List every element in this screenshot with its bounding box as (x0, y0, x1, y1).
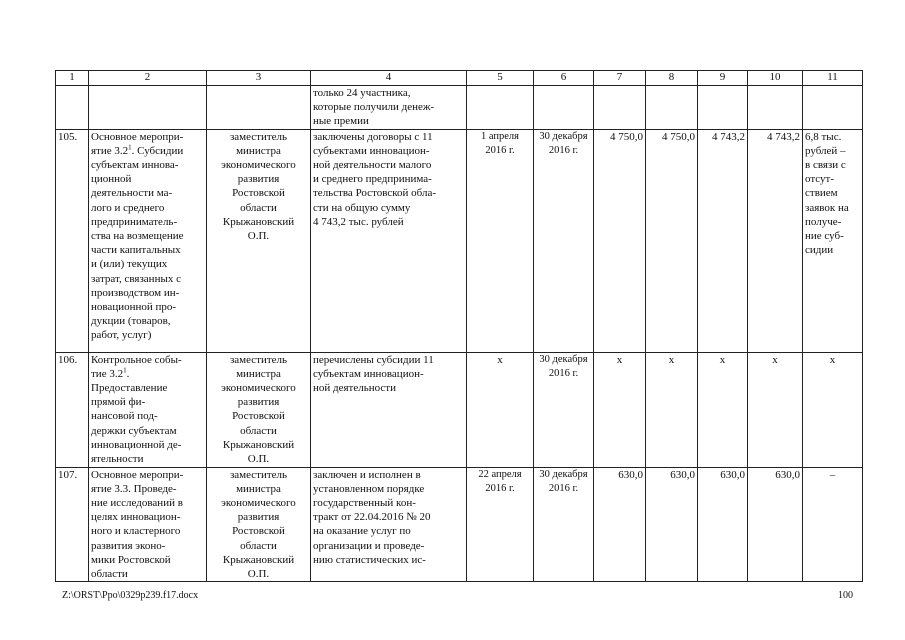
activity-name (89, 352, 207, 467)
end-date: 30 декабря 2016 г. (534, 352, 594, 467)
table-row-105 (56, 129, 863, 352)
column-header-3: 3 (207, 71, 311, 86)
value-col7: 630,0 (594, 467, 646, 582)
column-number-row (56, 71, 863, 86)
file-path-footer: Z:\ORST\Ppo\0329p239.f17.docx (62, 590, 199, 601)
start-date (467, 86, 534, 130)
activity-name (89, 129, 207, 352)
column-header-5: 5 (467, 71, 534, 86)
column-header-2: 2 (89, 71, 207, 86)
result-text: заключены договоры с 11 субъектами инновацион- ной деятельности малого и среднего предпринима- тельства Ростовской обла- сти на общую сумму 4 743,2 тыс. рублей (311, 129, 467, 352)
end-date: 30 декабря 2016 г. (534, 467, 594, 582)
activity-name-text: Основное меропри- ятие 3.2 (91, 130, 184, 157)
page-number: 100 (838, 590, 853, 601)
value-col10 (748, 86, 803, 130)
row-number: 105. (56, 129, 89, 352)
column-header-4: 4 (311, 71, 467, 86)
activity-name-text: Контрольное собы- тие 3.2 (91, 353, 182, 380)
result-text: только 24 участника, которые получили денеж- ные премии (311, 86, 467, 130)
end-date (534, 86, 594, 130)
note-col11: x (803, 352, 863, 467)
value-col8 (646, 86, 698, 130)
start-date: 22 апреля 2016 г. (467, 467, 534, 582)
column-header-7: 7 (594, 71, 646, 86)
value-col8: 4 750,0 (646, 129, 698, 352)
note-col11: 6,8 тыс. рублей – в связи с отсут- ствием заявок на получе- ние суб- сидии (803, 129, 863, 352)
responsible-person: заместитель министра экономического развития Ростовской области Крыжановский О.П. (207, 129, 311, 352)
start-date: 1 апреля 2016 г. (467, 129, 534, 352)
value-col9: 4 743,2 (698, 129, 748, 352)
row-number: 106. (56, 352, 89, 467)
value-col7: 4 750,0 (594, 129, 646, 352)
value-col10: 4 743,2 (748, 129, 803, 352)
activity-name (89, 467, 207, 582)
start-date: x (467, 352, 534, 467)
responsible-person (207, 86, 311, 130)
note-col11 (803, 86, 863, 130)
value-col7: x (594, 352, 646, 467)
footnote-marker: 1 (123, 366, 127, 375)
column-header-1: 1 (56, 71, 89, 86)
activity-name-rest: . Предоставление прямой фи- нансовой под- держки субъектам инновационной де- ятельности (91, 367, 182, 466)
column-header-10: 10 (748, 71, 803, 86)
responsible-person: заместитель министра экономического развития Ростовской области Крыжановский О.П. (207, 352, 311, 467)
footnote-marker: 1 (128, 143, 132, 152)
column-header-6: 6 (534, 71, 594, 86)
activity-name-text: Основное меропри- ятие 3.3. Проведе- ние исследований в целях инновацион- ного и кластерного развития эконо- мики Ростовской области (91, 468, 184, 581)
table-row-107 (56, 467, 863, 582)
value-col7 (594, 86, 646, 130)
value-col9: 630,0 (698, 467, 748, 582)
end-date: 30 декабря 2016 г. (534, 129, 594, 352)
note-col11: – (803, 467, 863, 582)
column-header-11: 11 (803, 71, 863, 86)
value-col8: 630,0 (646, 467, 698, 582)
row-number (56, 86, 89, 130)
activity-name (89, 86, 207, 130)
row-number: 107. (56, 467, 89, 582)
table-row-continuation (56, 86, 863, 130)
report-table (55, 70, 863, 582)
column-header-9: 9 (698, 71, 748, 86)
column-header-8: 8 (646, 71, 698, 86)
value-col9 (698, 86, 748, 130)
table-row-106 (56, 352, 863, 467)
responsible-person: заместитель министра экономического развития Ростовской области Крыжановский О.П. (207, 467, 311, 582)
value-col10: 630,0 (748, 467, 803, 582)
value-col10: x (748, 352, 803, 467)
result-text: заключен и исполнен в установленном порядке государственный кон- тракт от 22.04.2016 № 20 на оказание услуг по организации и проведе- нию статистических ис- (311, 467, 467, 582)
value-col9: x (698, 352, 748, 467)
activity-name-rest: . Субсидии субъектам иннова- ционной деятельности ма- лого и среднего предприниматель- ства на возмещение части капитальных и (или) текущих затрат, связанных с производством ин- новационной про- дукции (товаров, работ, услуг) (91, 144, 184, 342)
value-col8: x (646, 352, 698, 467)
result-text: перечислены субсидии 11 субъектам инновацион- ной деятельности (311, 352, 467, 467)
